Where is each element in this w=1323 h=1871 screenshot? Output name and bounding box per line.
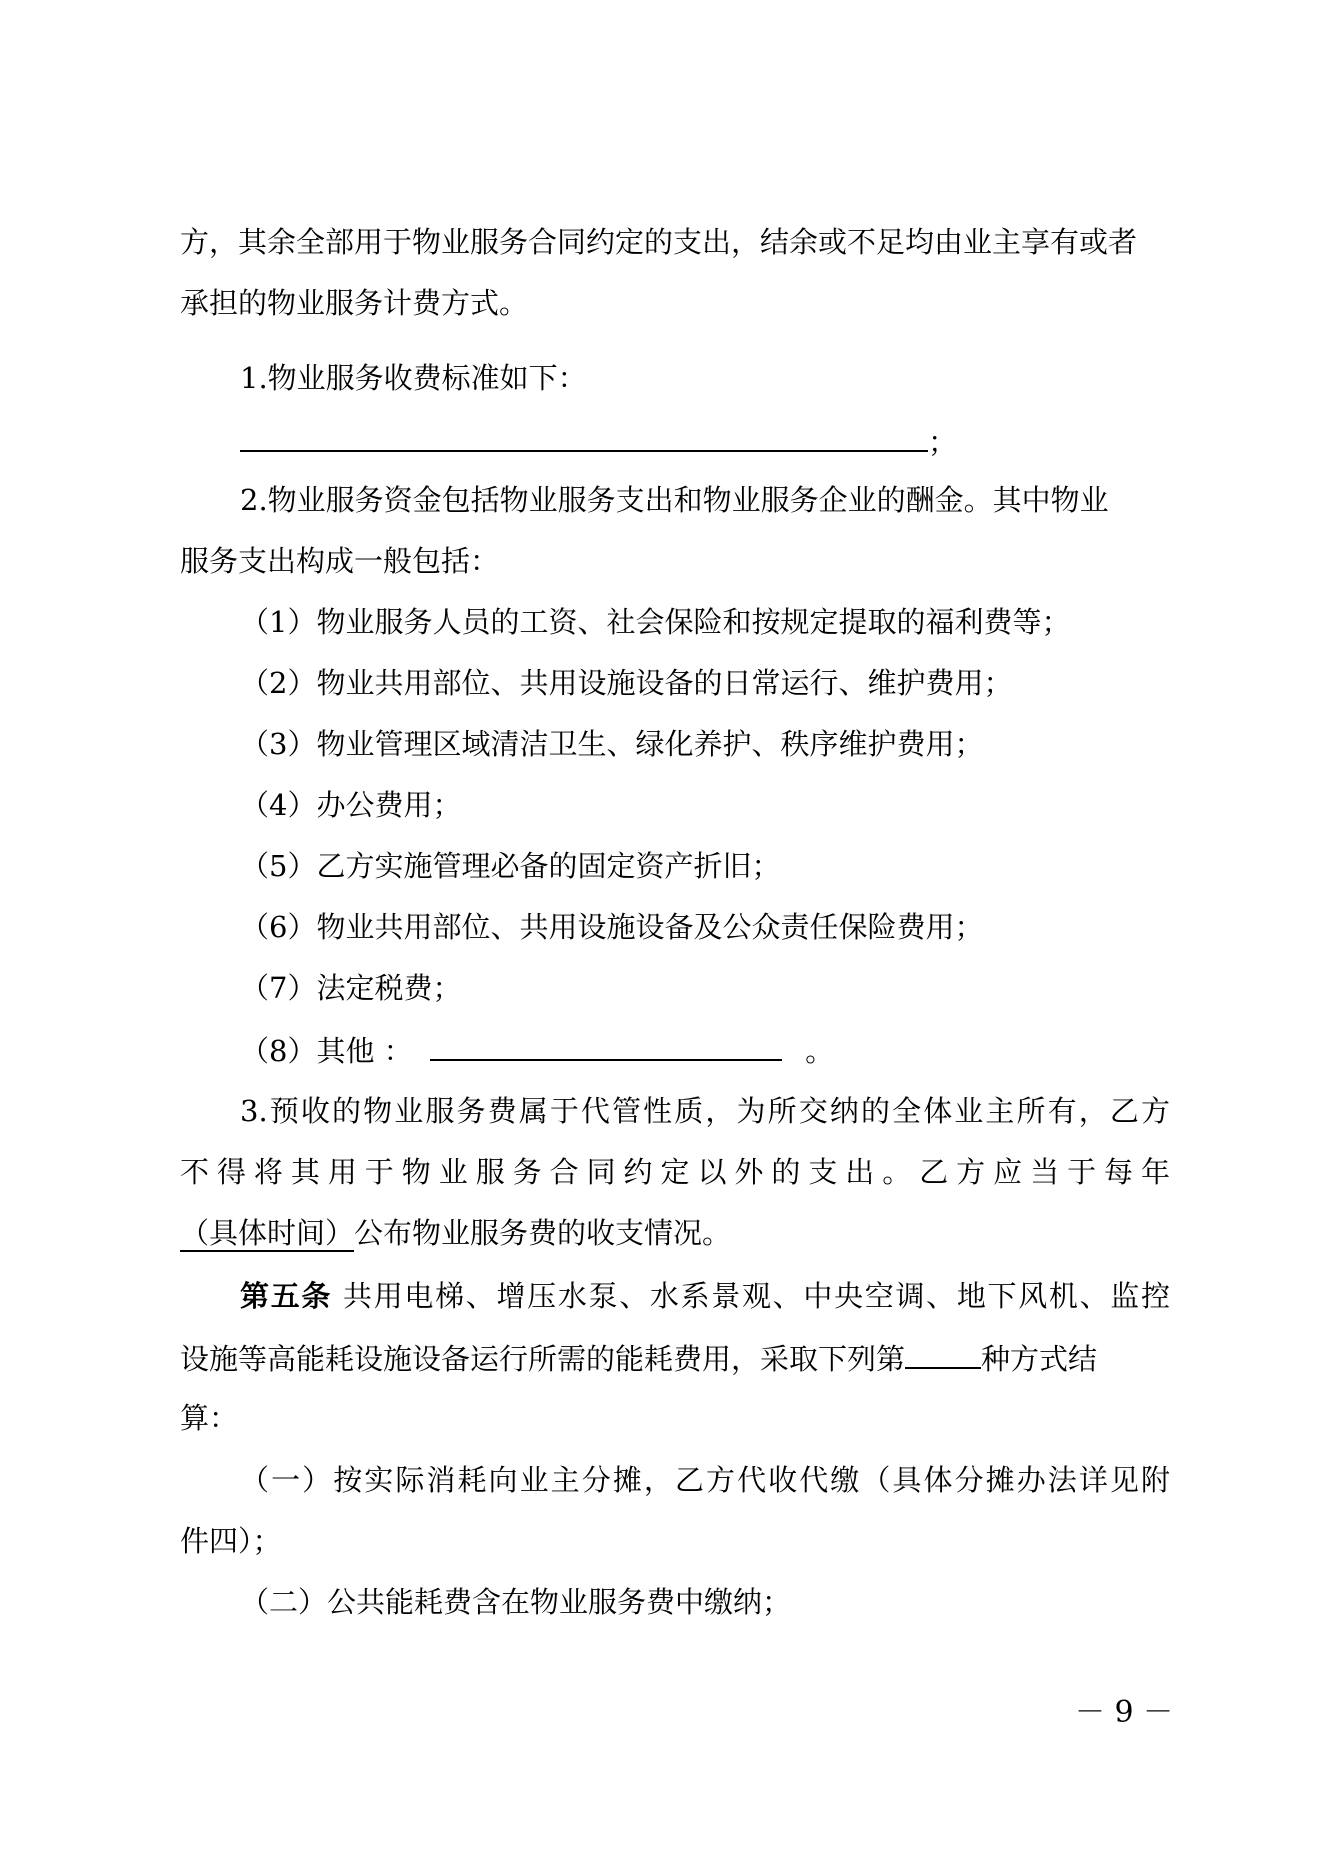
paragraph-line bbox=[180, 1337, 1170, 1379]
paragraph-line: 承担的物业服务计费方式。 bbox=[180, 286, 529, 320]
article-title: 第五条 bbox=[240, 1279, 333, 1313]
paragraph-line: 3.预收的物业服务费属于代管性质，为所交纳的全体业主所有，乙方 bbox=[240, 1094, 1170, 1128]
paragraph-line: 2.物业服务资金包括物业服务支出和物业服务企业的酬金。其中物业 bbox=[240, 483, 1109, 517]
list-item: （4）办公费用； bbox=[240, 788, 462, 822]
other-label: （8）其他 ： bbox=[240, 1034, 413, 1068]
line-text: 种方式结 bbox=[981, 1342, 1098, 1376]
paragraph-line: 方，其余全部用于物业服务合同约定的支出，结余或不足均由业主享有或者 bbox=[180, 225, 1138, 259]
line-text: 共用电梯、增压水泵、水系景观、中央空调、地下风机、监控 bbox=[343, 1279, 1170, 1313]
option-item-continued: 件四）； bbox=[180, 1524, 282, 1558]
option-item: （一）按实际消耗向业主分摊，乙方代收代缴（具体分摊办法详见附 bbox=[240, 1463, 1170, 1497]
fee-standard-heading: 1.物业服务收费标准如下： bbox=[240, 361, 587, 395]
list-item: （2）物业共用部位、共用设施设备的日常运行、维护费用； bbox=[240, 666, 1013, 700]
option-item: （二）公共能耗费含在物业服务费中缴纳； bbox=[240, 1585, 792, 1619]
paragraph-line: 不得将其用于物业服务合同约定以外的支出。乙方应当于每年 bbox=[180, 1155, 1170, 1189]
list-item: （7）法定税费； bbox=[240, 971, 462, 1005]
fill-in-blank bbox=[240, 420, 928, 452]
article-5-line bbox=[240, 1276, 1170, 1316]
line-text: 公布物业服务费的收支情况。 bbox=[354, 1216, 732, 1250]
underlined-fill-text: （具体时间） bbox=[180, 1216, 355, 1250]
list-item-other bbox=[240, 1029, 1170, 1071]
paragraph-line bbox=[180, 1213, 1170, 1253]
line-text: 设施等高能耗设施设备运行所需的能耗费用，采取下列第 bbox=[180, 1342, 906, 1376]
fee-standard-fill-line bbox=[240, 420, 1170, 462]
fill-in-blank bbox=[905, 1337, 981, 1369]
paragraph-line: 服务支出构成一般包括： bbox=[180, 544, 500, 578]
list-item: （1）物业服务人员的工资、社会保险和按规定提取的福利费等； bbox=[240, 605, 1071, 639]
list-item: （3）物业管理区域清洁卫生、绿化养护、秩序维护费用； bbox=[240, 727, 984, 761]
period: 。 bbox=[805, 1034, 835, 1068]
semicolon: ； bbox=[928, 425, 958, 459]
list-item: （5）乙方实施管理必备的固定资产折旧； bbox=[240, 849, 781, 883]
fill-in-blank bbox=[430, 1029, 782, 1061]
paragraph-line: 算： bbox=[180, 1401, 239, 1435]
list-item: （6）物业共用部位、共用设施设备及公众责任保险费用； bbox=[240, 910, 984, 944]
page-number: － 9 － bbox=[1075, 1695, 1174, 1730]
